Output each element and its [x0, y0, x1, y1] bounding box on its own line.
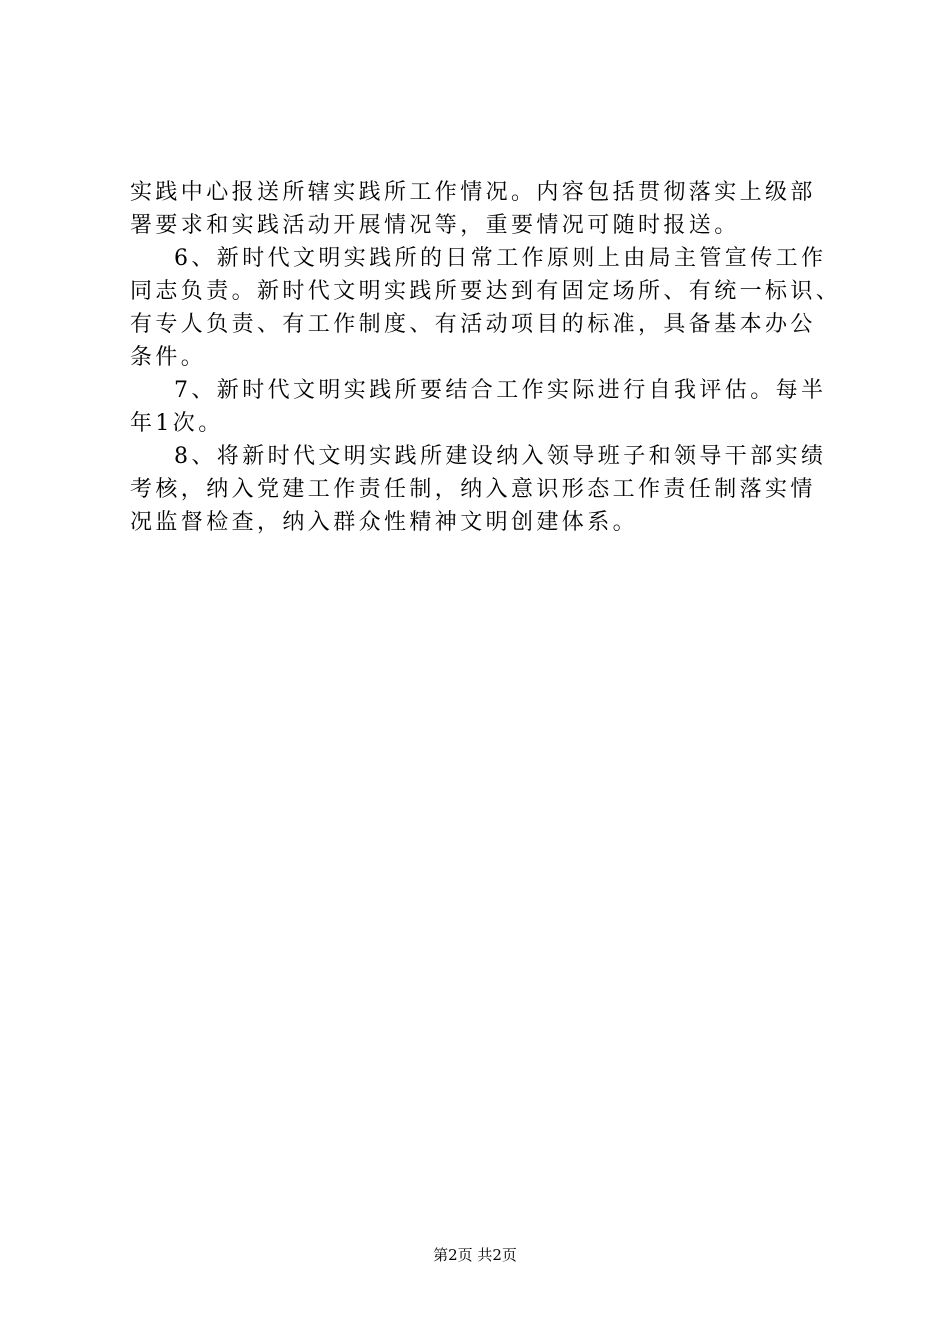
text-line: 条件。	[130, 345, 207, 370]
text-line: 有专人负责、有工作制度、有活动项目的标准，具备基本办公	[130, 312, 816, 337]
paragraph-6-start: 6、新时代文明实践所的日常工作原则上由局主管宣传工作	[174, 246, 827, 271]
paragraph-8-start: 8、将新时代文明实践所建设纳入领导班子和领导干部实绩	[174, 444, 827, 469]
text-line: 年1次。	[130, 411, 224, 436]
text-line: 署要求和实践活动开展情况等，重要情况可随时报送。	[130, 213, 740, 238]
text-line: 况监督检查，纳入群众性精神文明创建体系。	[130, 510, 639, 535]
page-footer: 第2页 共2页	[433, 1246, 517, 1264]
text-line: 考核，纳入党建工作责任制，纳入意识形态工作责任制落实情	[130, 477, 816, 502]
text-line: 同志负责。新时代文明实践所要达到有固定场所、有统一标识、	[130, 279, 842, 304]
text-line: 实践中心报送所辖实践所工作情况。内容包括贯彻落实上级部	[130, 180, 816, 205]
paragraph-7-start: 7、新时代文明实践所要结合工作实际进行自我评估。每半	[174, 378, 827, 403]
document-body	[130, 176, 842, 539]
